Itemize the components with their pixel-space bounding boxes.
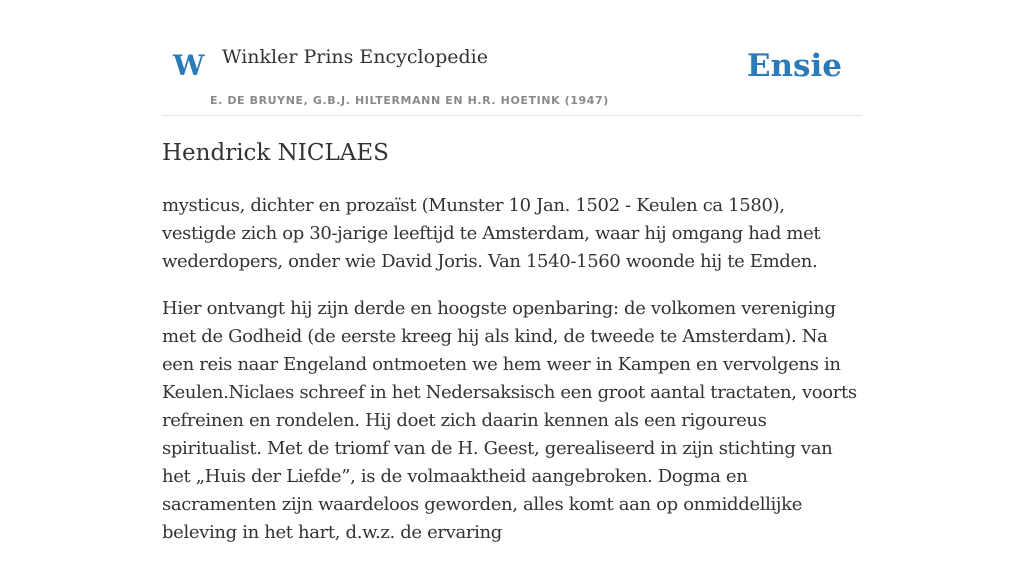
winkler-prins-logo-icon[interactable]: W — [173, 49, 205, 82]
ensie-logo-link[interactable]: Ensie — [746, 48, 842, 84]
publication-title[interactable]: Winkler Prins Encyclopedie — [222, 46, 488, 68]
publication-header — [162, 0, 862, 116]
article-paragraph: Hier ontvangt hij zijn derde en hoogste openbaring: de volkomen vereniging met de Godheid (de eerste kreeg hij als kind, de tweede te Amsterdam). Na een reis naar Engeland ontmoeten we hem weer in Kampen en vervolgens in Keulen.Niclaes schreef in het Nedersaksisch een groot aantal tractaten, voorts refreinen en rondelen. Hij doet zich daarin kennen als een rigoureus spiritualist. Met de triomf van de H. Geest, gerealiseerd in zijn stichting van het „Huis der Liefde”, is de volmaaktheid aangebroken. Dogma en sacramenten zijn waardeloos geworden, alles komt aan op onmiddellijke beleving in het hart, d.w.z. de ervaring — [162, 298, 857, 543]
article-paragraph: mysticus, dichter en prozaïst (Munster 10 Jan. 1502 - Keulen ca 1580), vestigde zich op 30-jarige leeftijd te Amsterdam, waar hij omgang had met wederdopers, onder wie David Joris. Van 1540-1560 woonde hij te Emden. — [162, 195, 821, 272]
publication-authors: E. DE BRUYNE, G.B.J. HILTERMANN EN H.R. HOETINK (1947) — [210, 94, 609, 107]
content-column — [162, 0, 862, 543]
article-title: Hendrick NICLAES — [162, 140, 389, 166]
article-body — [162, 192, 862, 566]
